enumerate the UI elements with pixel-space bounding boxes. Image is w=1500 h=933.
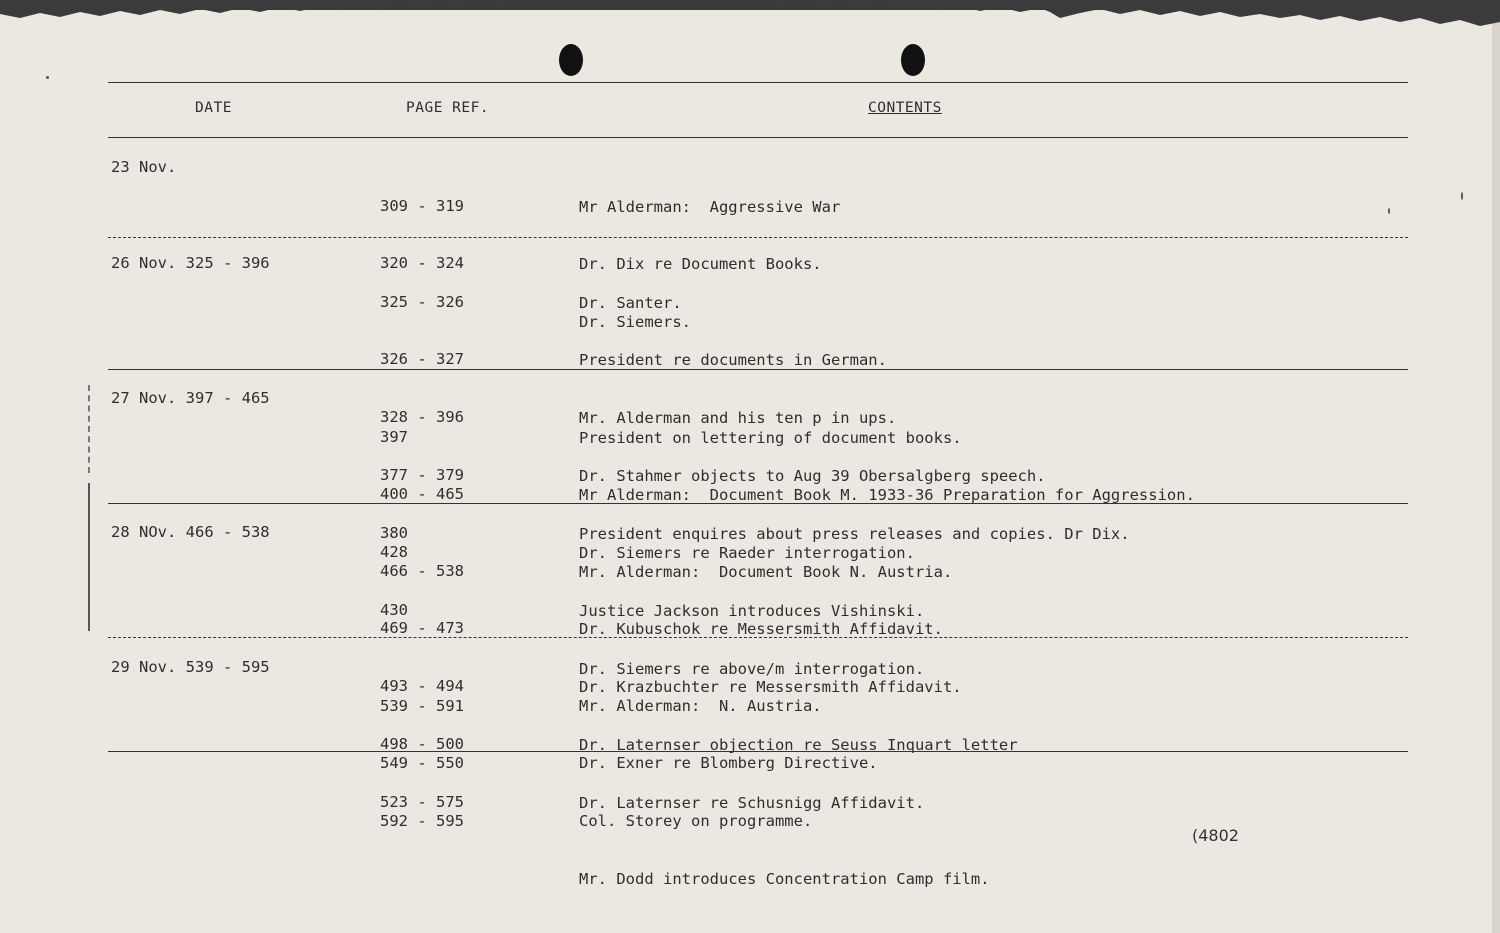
contents-line: President enquires about press releases and copies. Dr Dix. [579,525,1130,544]
entry-date: 23 Nov. [111,158,177,176]
entry-contents [579,658,990,928]
page-ref-line: 498 - 500 [380,735,464,754]
page-ref-line: 397 [380,427,408,446]
entry-date: 29 Nov. 539 - 595 [111,658,270,676]
entry-divider [108,503,1408,504]
page-ref-line: 466 - 538 [380,561,464,580]
contents-line: Mr. Alderman: N. Austria. [579,696,822,715]
contents-line: Mr Alderman: Aggressive War [579,197,841,216]
page-ref-line: 493 - 494 [380,677,464,696]
header-contents: CONTENTS [868,100,942,116]
contents-line: Mr. Alderman and his ten p in ups. [579,409,897,428]
contents-line: Mr Alderman: Document Book M. 1933-36 Preparation for Aggression. [579,486,1195,505]
contents-line: Mr. Alderman: Document Book N. Austria. [579,562,953,581]
punch-hole-left [559,44,583,76]
contents-line: Mr. Dodd introduces Concentration Camp film. [579,870,990,889]
document-number: (4802 [1192,826,1239,845]
contents-line: Dr. Stahmer objects to Aug 39 Obersalgberg speech. [579,467,1046,486]
page-ref-line: 592 - 595 [380,812,464,831]
contents-line: Dr. Dix re Document Books. [579,255,822,274]
torn-top-edge [0,0,1500,32]
contents-line: Dr. Exner re Blomberg Directive. [579,754,878,773]
ink-speck [1388,208,1390,214]
page-ref-line: 549 - 550 [380,754,464,773]
header-page-ref: PAGE REF. [406,100,490,116]
contents-line: Dr. Kubuschok re Messersmith Affidavit. [579,620,943,639]
ink-speck [1461,192,1463,200]
contents-line: President on lettering of document books. [579,428,962,447]
contents-line: Dr. Siemers re above/m interrogation. [579,660,925,679]
entry-divider [108,237,1408,238]
contents-line: Dr. Krazbuchter re Messersmith Affidavit. [579,678,962,697]
page-ref-line: 380 [380,524,408,543]
page-ref-line: 309 - 319 [380,196,464,215]
page-ref-line: 523 - 575 [380,793,464,812]
contents-line: Dr. Siemers re Raeder interrogation. [579,544,915,563]
page-ref-line: 326 - 327 [380,350,464,369]
entry-date: 27 Nov. 397 - 465 [111,389,270,407]
page-ref-line: 469 - 473 [380,619,464,638]
entry-date: 28 NOv. 466 - 538 [111,523,270,541]
page-ref-line: 328 - 396 [380,408,464,427]
header-date: DATE [195,100,232,116]
page-ref-line: 320 - 324 [380,254,464,273]
ink-speck [46,76,49,79]
page-ref-line: 400 - 465 [380,485,464,504]
entry-page-refs [380,658,464,870]
punch-hole-right [901,44,925,76]
contents-line: Justice Jackson introduces Vishinski. [579,602,925,621]
entry-divider [108,637,1408,638]
contents-line: Dr. Laternser re Schusnigg Affidavit. [579,794,925,813]
entry-date: 26 Nov. 325 - 396 [111,254,270,272]
page-ref-line: 325 - 326 [380,292,464,311]
margin-mark [88,385,90,473]
contents-line: Dr. Santer. [579,293,682,312]
contents-line: Dr. Siemers. [579,313,691,332]
contents-line: Dr. Laternser objection re Seuss Inquart letter [579,736,1018,755]
page-ref-line: 377 - 379 [380,466,464,485]
table-top-rule [108,82,1408,83]
table-bottom-rule [108,751,1408,752]
header-bottom-rule [108,137,1408,138]
contents-line: Col. Storey on programme. [579,812,813,831]
margin-mark [88,483,90,631]
page-ref-line: 430 [380,601,408,620]
page-ref-line: 428 [380,543,408,562]
page-ref-line: 539 - 591 [380,696,464,715]
contents-line: President re documents in German. [579,351,887,370]
entry-divider [108,369,1408,370]
